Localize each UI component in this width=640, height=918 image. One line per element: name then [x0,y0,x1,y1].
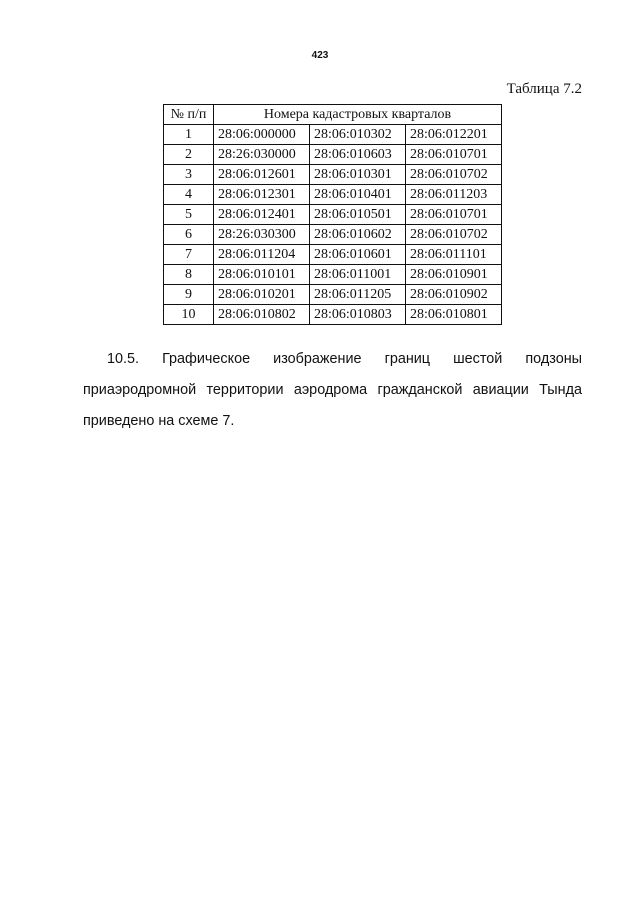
cadastral-number: 28:06:010302 [310,125,406,145]
row-number: 2 [164,145,214,165]
cadastral-number: 28:06:010901 [406,265,502,285]
cadastral-number: 28:06:010401 [310,185,406,205]
cadastral-number: 28:06:010802 [214,305,310,325]
cadastral-number: 28:06:010701 [406,145,502,165]
cadastral-number: 28:06:010603 [310,145,406,165]
table-row [164,265,502,285]
cadastral-number: 28:06:010902 [406,285,502,305]
cadastral-number: 28:06:010701 [406,205,502,225]
cadastral-number: 28:06:011205 [310,285,406,305]
table-row [164,145,502,165]
row-number: 6 [164,225,214,245]
cadastral-number: 28:06:010702 [406,225,502,245]
cadastral-number: 28:06:012301 [214,185,310,205]
cadastral-number: 28:06:011101 [406,245,502,265]
page-number: 423 [311,50,329,61]
table-row [164,205,502,225]
table-row [164,245,502,265]
cadastral-number: 28:06:011001 [310,265,406,285]
cadastral-number: 28:06:011203 [406,185,502,205]
cadastral-number: 28:06:012401 [214,205,310,225]
table-row [164,185,502,205]
header-cadastral-numbers: Номера кадастровых кварталов [214,105,502,125]
cadastral-number: 28:06:010101 [214,265,310,285]
header-index: № п/п [164,105,214,125]
cadastral-quarters-table [163,104,502,325]
cadastral-number: 28:06:010601 [310,245,406,265]
cadastral-number: 28:26:030300 [214,225,310,245]
cadastral-number: 28:06:010803 [310,305,406,325]
row-number: 10 [164,305,214,325]
cadastral-number: 28:06:010602 [310,225,406,245]
row-number: 8 [164,265,214,285]
table-row [164,165,502,185]
cadastral-number: 28:06:010702 [406,165,502,185]
cadastral-number: 28:06:012201 [406,125,502,145]
row-number: 7 [164,245,214,265]
table-row [164,305,502,325]
row-number: 9 [164,285,214,305]
table-row [164,225,502,245]
row-number: 5 [164,205,214,225]
cadastral-number: 28:06:010501 [310,205,406,225]
cadastral-number: 28:06:010801 [406,305,502,325]
cadastral-number: 28:06:010301 [310,165,406,185]
table-row [164,285,502,305]
cadastral-number: 28:06:011204 [214,245,310,265]
cadastral-number: 28:06:000000 [214,125,310,145]
table-header-row [164,105,502,125]
cadastral-number: 28:26:030000 [214,145,310,165]
body-paragraph: 10.5. Графическое изображение границ шестой подзоны приаэродромной территории аэродрома гражданской авиации Тында приведено на схеме 7. [83,351,582,429]
table-row [164,125,502,145]
table-caption: Таблица 7.2 [506,81,582,97]
cadastral-number: 28:06:010201 [214,285,310,305]
row-number: 1 [164,125,214,145]
row-number: 4 [164,185,214,205]
row-number: 3 [164,165,214,185]
cadastral-number: 28:06:012601 [214,165,310,185]
